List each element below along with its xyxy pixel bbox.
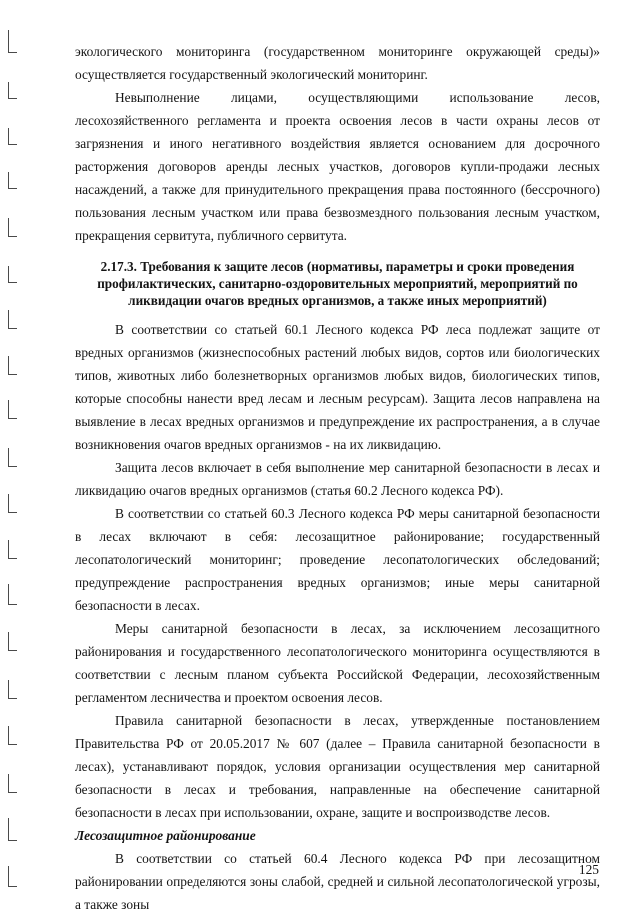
section-heading: 2.17.3. Требования к защите лесов (нормативы, параметры и сроки проведения профилактических, санитарно-оздоровительных мероприятий, мероприятий по ликвидации очагов вредных организмов, а также иных мероприятий) (97, 259, 578, 308)
binding-mark (8, 774, 17, 793)
paragraph: экологического мониторинга (государственном мониторинге окружающей среды)» осуществляется государственный экологический мониторинг. (75, 44, 600, 82)
binding-mark (8, 632, 17, 651)
binding-mark (8, 866, 17, 887)
paragraph: Правила санитарной безопасности в лесах, утвержденные постановлением Правительства РФ от 20.05.2017 № 607 (далее – Правила санитарной безопасности в лесах), устанавливают порядок, условия организации осуществления мер санитарной безопасности в лесах и требования, направленные на обеспечение санитарной безопасности в лесах при использовании, охране, защите и воспроизводстве лесов. (75, 713, 600, 820)
paragraph: В соответствии со статьей 60.4 Лесного кодекса РФ при лесозащитном районировании определяются зоны слабой, средней и сильной лесопатологической угрозы, а также зоны (75, 851, 600, 912)
binding-mark (8, 356, 17, 375)
binding-mark (8, 680, 17, 699)
paragraph: Меры санитарной безопасности в лесах, за исключением лесозащитного районирования и государственного лесопатологического мониторинга осуществляются в соответствии с лесным планом субъекта Российской Федерации, лесохозяйственным регламентом лесничества и проектом освоения лесов. (75, 621, 600, 705)
binding-marks (0, 0, 26, 905)
subsection-heading: Лесозащитное районирование (75, 828, 256, 843)
binding-mark (8, 310, 17, 329)
document-body (75, 40, 600, 916)
paragraph: Невыполнение лицами, осуществляющими использование лесов, лесохозяйственного регламента и проекта освоения лесов в части охраны лесов от загрязнения и иного негативного воздействия является основанием для досрочного расторжения договоров аренды лесных участков, договоров купли-продажи лесных насаждений, а также для принудительного прекращения права постоянного (бессрочного) пользования лесным участком или права безвозмездного пользования лесным участком, прекращения сервитута, публичного сервитута. (75, 90, 600, 243)
binding-mark (8, 818, 17, 841)
binding-mark (8, 82, 17, 99)
binding-mark (8, 726, 17, 745)
binding-mark (8, 540, 17, 559)
paragraph: В соответствии со статьей 60.1 Лесного кодекса РФ леса подлежат защите от вредных организмов (жизнеспособных растений любых видов, сортов или биологических типов, животных либо болезнетворных организмов любых видов, биологических типов, которые способны нанести вред лесам и лесным ресурсам). Защита лесов направлена на выявление в лесах вредных организмов и предупреждение их распространения, а в случае возникновения очагов вредных организмов - на их ликвидацию. (75, 322, 600, 452)
binding-mark (8, 266, 17, 283)
binding-mark (8, 400, 17, 419)
binding-mark (8, 30, 17, 53)
paragraph: Защита лесов включает в себя выполнение мер санитарной безопасности в лесах и ликвидацию очагов вредных организмов (статья 60.2 Лесного кодекса РФ). (75, 460, 600, 498)
binding-mark (8, 218, 17, 237)
paragraph: В соответствии со статьей 60.3 Лесного кодекса РФ меры санитарной безопасности в лесах включают в себя: лесозащитное районирование; государственный лесопатологический мониторинг; проведение лесопатологических обследований; предупреждение распространения вредных организмов; иные меры санитарной безопасности в лесах. (75, 506, 600, 613)
binding-mark (8, 172, 17, 189)
binding-mark (8, 448, 17, 467)
binding-mark (8, 494, 17, 513)
binding-mark (8, 128, 17, 145)
page-number: 125 (578, 862, 599, 877)
binding-mark (8, 584, 17, 605)
